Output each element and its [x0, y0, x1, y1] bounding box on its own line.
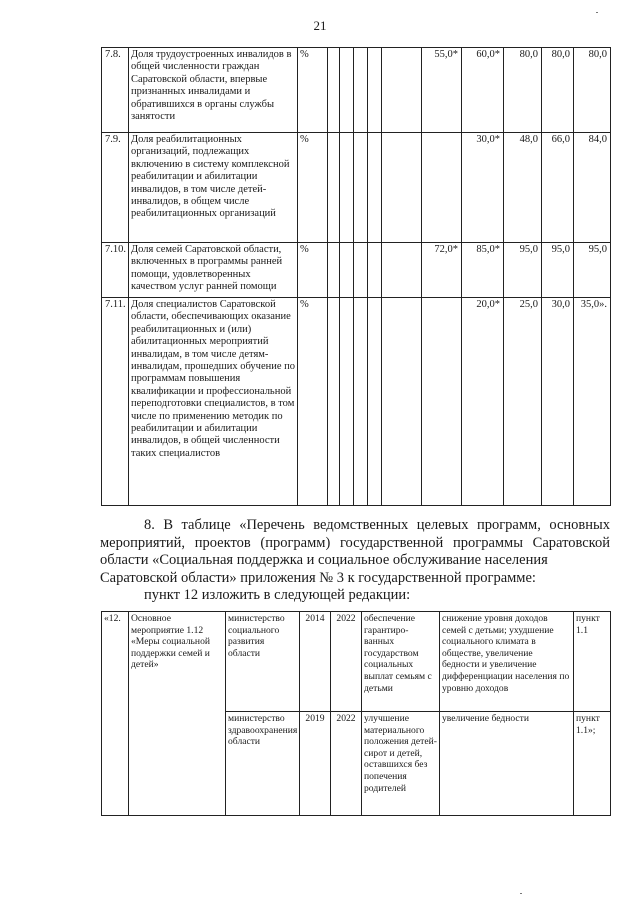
value-cell: [328, 48, 340, 133]
indicator-name: Доля семей Саратовской области, включенных в программы ранней помощи, удовлетворенных качеством услуг ранней помощи: [129, 243, 298, 298]
scan-speck: [520, 893, 522, 894]
value-cell: 30,0*: [462, 133, 504, 243]
expected-result: обеспечение гарантиро-ванных государством социальных выплат семьям с детьми: [362, 612, 440, 712]
value-cell: 55,0*: [422, 48, 462, 133]
amendment-paragraph: [100, 517, 610, 587]
value-cell: [422, 133, 462, 243]
unit-cell: %: [298, 48, 328, 133]
table-row: [102, 243, 611, 298]
indicator-name: Доля трудоустроенных инвалидов в общей численности граждан Саратовской области, впервые признанных инвалидами и обратившихся в органы службы занятости: [129, 48, 298, 133]
value-cell: [328, 298, 340, 506]
value-cell: [382, 243, 422, 298]
measure-name: Основное мероприятие 1.12 «Меры социальной поддержки семей и детей»: [129, 612, 226, 816]
value-cell: 84,0: [574, 133, 611, 243]
instruction-text: пункт 12 изложить в следующей редакции:: [144, 587, 411, 603]
value-cell: 30,0: [542, 298, 574, 506]
value-cell: [354, 298, 368, 506]
value-cell: [382, 298, 422, 506]
value-cell: 95,0: [574, 243, 611, 298]
amendment-text-end: Саратовской области» приложения № 3 к государственной программе:: [100, 569, 536, 586]
value-cell: 80,0: [542, 48, 574, 133]
item-number: «12.: [102, 612, 129, 816]
table-row: [102, 612, 611, 712]
value-cell: [340, 243, 354, 298]
indicators-table: [101, 47, 611, 506]
unit-cell: %: [298, 133, 328, 243]
value-cell: 60,0*: [462, 48, 504, 133]
row-number: 7.10.: [102, 243, 129, 298]
value-cell: [422, 298, 462, 506]
value-cell: [354, 243, 368, 298]
value-cell: [354, 48, 368, 133]
consequence-cell: увеличение бедности: [440, 712, 574, 816]
value-cell: 95,0: [504, 243, 542, 298]
amendment-text: 8. В таблице «Перечень ведомственных целевых программ, основных мероприятий, проектов (программ) государственной программы Саратовской области «Социальная поддержка и социальное обслуживание населения: [100, 517, 610, 568]
value-cell: [328, 243, 340, 298]
table-row: [102, 298, 611, 506]
instruction-paragraph: [100, 587, 610, 605]
consequence-cell: снижение уровня доходов семей с детьми; ухудшение социального климата в обществе, увеличение бедности и увеличение дифференциации населения по уровню доходов: [440, 612, 574, 712]
value-cell: [328, 133, 340, 243]
value-cell: [340, 133, 354, 243]
value-cell: 25,0: [504, 298, 542, 506]
row-number: 7.9.: [102, 133, 129, 243]
unit-cell: %: [298, 243, 328, 298]
value-cell: [382, 48, 422, 133]
value-cell: 80,0: [574, 48, 611, 133]
row-number: 7.11.: [102, 298, 129, 506]
value-cell: 35,0».: [574, 298, 611, 506]
programs-table: [101, 611, 611, 816]
value-cell: 95,0: [542, 243, 574, 298]
value-cell: 48,0: [504, 133, 542, 243]
indicator-link: пункт 1.1: [574, 612, 611, 712]
value-cell: [340, 48, 354, 133]
value-cell: [368, 48, 382, 133]
page-number: 21: [313, 18, 327, 33]
table-row: [102, 133, 611, 243]
executor-cell: министерство здравоохранения области: [226, 712, 300, 816]
value-cell: 85,0*: [462, 243, 504, 298]
end-year: 2022: [331, 612, 362, 712]
value-cell: 66,0: [542, 133, 574, 243]
scan-speck: [596, 12, 598, 13]
indicator-name: Доля реабилитационных организаций, подлежащих включению в систему комплексной реабилитации и абилитации инвалидов, в том числе детей-инвалидов, в общем числе реабилитационных организаций: [129, 133, 298, 243]
value-cell: [368, 133, 382, 243]
value-cell: [368, 298, 382, 506]
value-cell: 80,0: [504, 48, 542, 133]
row-number: 7.8.: [102, 48, 129, 133]
value-cell: [354, 133, 368, 243]
value-cell: 72,0*: [422, 243, 462, 298]
indicator-name: Доля специалистов Саратовской области, обеспечивающих оказание реабилитационных и (или) абилитационных мероприятий инвалидам, в том числе детям-инвалидам, прошедших обучение по программам повышения квалификации и профессиональной переподготовки специалистов, в том числе по применению методик по реабилитации и абилитации инвалидов, в общей численности таких специалистов: [129, 298, 298, 506]
value-cell: [340, 298, 354, 506]
start-year: 2014: [300, 612, 331, 712]
end-year: 2022: [331, 712, 362, 816]
value-cell: [382, 133, 422, 243]
unit-cell: %: [298, 298, 328, 506]
executor-cell: министерство социального развития области: [226, 612, 300, 712]
value-cell: [368, 243, 382, 298]
indicator-link: пункт 1.1»;: [574, 712, 611, 816]
expected-result: улучшение материального положения детей-сирот и детей, оставшихся без попечения родителей: [362, 712, 440, 816]
value-cell: 20,0*: [462, 298, 504, 506]
table-row: [102, 48, 611, 133]
start-year: 2019: [300, 712, 331, 816]
